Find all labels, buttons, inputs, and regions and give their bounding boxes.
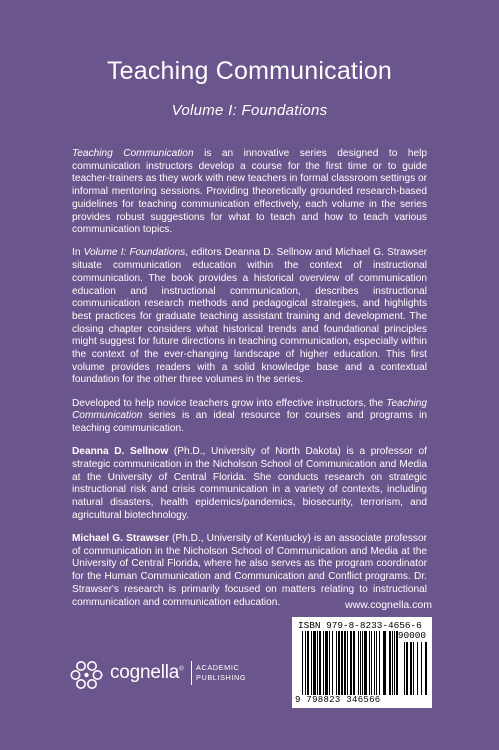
publisher-website: www.cognella.com xyxy=(345,599,432,611)
barcode-bar xyxy=(307,631,309,695)
barcode-bar xyxy=(360,631,361,695)
barcode-bar xyxy=(313,631,316,695)
barcode-bar xyxy=(329,631,330,695)
publisher-name xyxy=(110,662,183,684)
tagline-line-2: PUBLISHING xyxy=(196,672,247,682)
cognella-logo-icon xyxy=(70,659,104,689)
author-bio-text: (Ph.D., University of Kentucky) is an associate professor of communication in the Nicholson School of Communication and Media at the University of Central Florida, where he also serves as the program coordinator for the Human Communication and Communication and Conflict programs. Dr. Strawser's research is primarily focused on matters relating to instructional communication and communication education. xyxy=(72,532,427,608)
series-name: Teaching Communication xyxy=(72,397,427,422)
book-title: Teaching Communication xyxy=(106,57,393,85)
barcode-bar xyxy=(317,631,318,695)
barcode-bar xyxy=(344,631,346,695)
barcode-bar xyxy=(336,631,337,695)
barcode-bar xyxy=(369,631,370,695)
series-name: Teaching Communication xyxy=(72,148,194,159)
tagline-line-1: ACADEMIC xyxy=(196,663,240,672)
addon-barcode-bars xyxy=(404,642,428,695)
barcode-bar xyxy=(305,631,306,695)
barcode-bar xyxy=(394,631,395,695)
barcode-bar xyxy=(338,631,340,695)
barcode-bar xyxy=(404,642,405,695)
description-text: is an innovative series designed to help communication instructors develop a course for the first time or to guide teacher-trainers as they work with new teachers in formal classroom settings or informal mentoring sessions. Providing theoretically grounded research-based guidelines for teaching communication effectively, each volume in the series provides robust suggestions for what to teach and how to teach various communication topics. xyxy=(72,148,427,236)
barcode-bar xyxy=(396,631,398,695)
barcode-bar xyxy=(319,631,321,695)
description-paragraph-2 xyxy=(72,247,427,387)
barcode-bar xyxy=(350,631,352,695)
barcode-bar xyxy=(374,631,375,695)
barcode-bar xyxy=(406,642,408,695)
description-text: series is an ideal resource for courses and programs in teaching communication. xyxy=(72,410,427,435)
logo-divider xyxy=(191,661,192,685)
price-code: 90000 xyxy=(397,630,426,641)
barcode-bar xyxy=(421,642,422,695)
publisher-name-text: cognella xyxy=(110,662,180,683)
barcode-bar xyxy=(364,631,367,695)
barcode-bar xyxy=(323,631,324,695)
barcode-bar xyxy=(389,631,391,695)
book-subtitle: Volume I: Foundations xyxy=(171,102,328,119)
barcode-bar xyxy=(383,631,386,695)
publisher-tagline xyxy=(196,663,246,682)
barcode-bar xyxy=(302,631,303,695)
isbn-text: ISBN 979-8-8233-4656-6 xyxy=(298,620,422,631)
barcode-bar xyxy=(371,631,372,695)
barcode-bar xyxy=(417,642,418,695)
barcode-bar xyxy=(392,631,393,695)
barcode-bar xyxy=(341,631,343,695)
barcode-bar xyxy=(311,631,312,695)
isbn-barcode xyxy=(292,617,432,708)
author-bio-text: (Ph.D., University of North Dakota) is a professor of strategic communication in the Nicholson School of Communication and Media at the University of Central Florida. She conducts research on strategic instructional risk and crisis communication in a variety of contexts, including natural disasters, health epidemics/pandemics, biosecurity, terrorism, and agricultural biotechnology. xyxy=(72,446,427,521)
cover-copy xyxy=(72,148,427,609)
barcode-bar xyxy=(413,642,414,695)
barcode-bar xyxy=(325,631,328,695)
barcode-bar xyxy=(358,631,359,695)
barcode-bar xyxy=(362,631,363,695)
author-name: Deanna D. Sellnow xyxy=(72,446,169,458)
barcode-bar xyxy=(376,631,377,695)
trademark-symbol: ® xyxy=(179,666,184,673)
description-text: , editors Deanna D. Sellnow and Michael G. Strawser situate communication education within the context of instructional communication. The book provides a historical overview of communication education and instructional communication, describes instructional communication research methods and pedagogical strategies, and highlights best practices for graduate teaching assistant training and development. The closing chapter considers what historical trends and foundational principles might suggest for future directions in teaching communication, especially within the context of the ever-changing landscape of higher education. This first volume provides readers with a solid knowledge base and a contextual foundation for the other three volumes in the series. xyxy=(72,247,427,386)
barcode-bar xyxy=(353,631,355,695)
barcode-number: 9 798823 346566 xyxy=(295,695,381,705)
description-paragraph-3 xyxy=(72,398,427,436)
publisher-logo xyxy=(70,659,270,689)
barcode-bar xyxy=(425,642,427,695)
description-text: In xyxy=(72,247,84,259)
barcode-bar xyxy=(347,631,348,695)
author-bio-strawser xyxy=(72,533,427,609)
barcode-bar xyxy=(379,631,380,695)
barcode-bars xyxy=(302,631,398,695)
description-paragraph-1 xyxy=(72,148,427,237)
barcode-bar xyxy=(332,631,333,695)
author-name: Michael G. Strawser xyxy=(72,532,169,544)
author-bio-sellnow xyxy=(72,446,427,522)
description-text: Developed to help novice teachers grow into effective instructors, the xyxy=(72,397,387,409)
volume-name: Volume I: Foundations xyxy=(83,247,186,259)
barcode-bar xyxy=(410,642,412,695)
